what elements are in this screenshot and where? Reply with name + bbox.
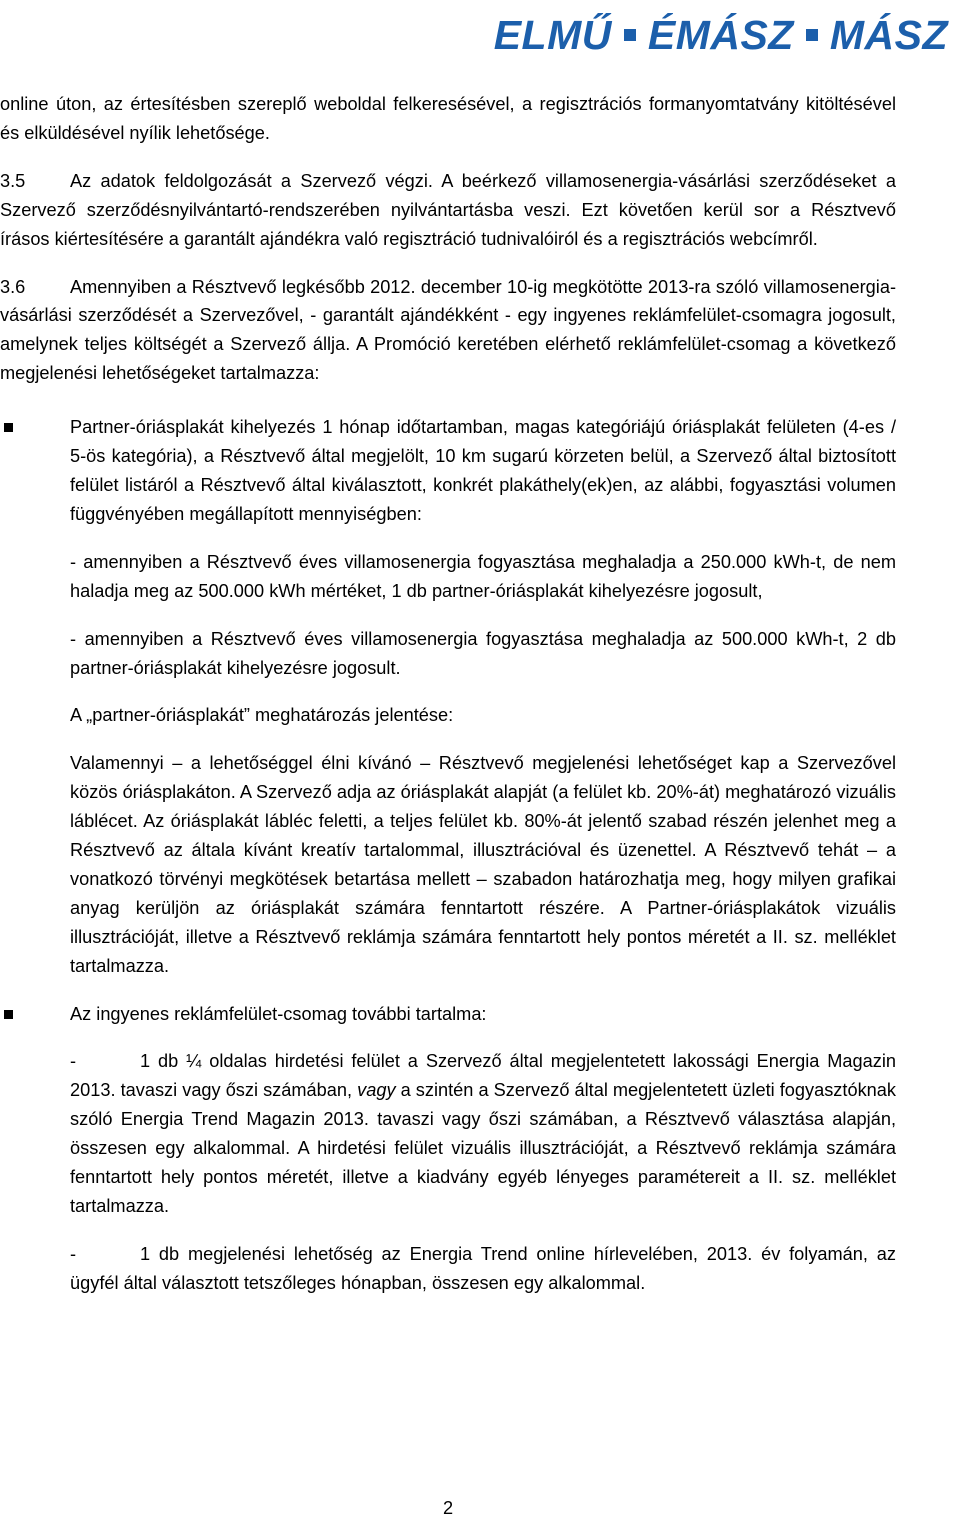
continued-paragraph: online úton, az értesítésben szereplő weboldal felkeresésével, a regisztrációs formanyomtatvány kitöltésével és elküldésével nyílik lehetősége.: [0, 94, 896, 143]
square-bullet-icon: [4, 1010, 13, 1019]
definition-text: Valamennyi – a lehetőséggel élni kívánó – Résztvevő megjelenési lehetőséget kap a Szervezővel közös óriásplakáton. A Szervező adja az óriásplakát alapját (a felület kb. 20%-át) meghatározó vizuális láblécet. Az óriásplakát lábléc feletti, a teljes felület kb. 80%-át jelentő szabad részén jelenhet meg a Résztvevő az általa kívánt kreatív tartalommal, illusztrációval és üzenettel. A Résztvevő tehát – a vonatkozó törvényi megkötések betartása mellett – szabadon határozhatja meg, hogy milyen grafikai anyag kerüljön az óriásplakát számára fenntartott részére. A Partner-óriásplakátok vizuális illusztrációját, illetve a Résztvevő reklámja számára fenntartott hely pontos méretét a II. sz. melléklet tartalmazza.: [70, 753, 896, 976]
company-logo: [494, 10, 948, 60]
logo-emasz: ÉMÁSZ: [647, 12, 794, 58]
section-text: Az adatok feldolgozását a Szervező végzi. A beérkező villamosenergia-vásárlási szerződéseket a Szervező szerződésnyilvántartó-rendszerében nyilvántartásba veszi. Ezt követően kerül sor a Résztvevő írásos kiértesítésére a garantált ajándékra való regisztráció tudnivalóiról és a regisztrációs webcímről.: [0, 170, 896, 249]
bullet-item-package: [0, 1000, 896, 1298]
dash-marker: -: [70, 1243, 77, 1264]
logo-separator: [624, 29, 636, 41]
document-body: [0, 90, 896, 1298]
dash-item: - amennyiben a Résztvevő éves villamosenergia fogyasztása meghaladja a 250.000 kWh-t, de nem haladja meg az 500.000 kWh mértéket, 1 db partner-óriásplakát kihelyezésre jogosult,: [70, 551, 896, 601]
section-3-5: [0, 167, 896, 254]
definition-heading: A „partner-óriásplakát” meghatározás jelentése:: [70, 705, 454, 726]
dash-item-newsletter: [70, 1240, 896, 1298]
section-number: 3.5: [0, 170, 26, 191]
dash-text: 1 db ¼ oldalas hirdetési felület a Szervező által megjelentetett lakossági Energia Magazin 2013. tavaszi vagy őszi számában,: [70, 1051, 896, 1101]
dash-item-magazine: [70, 1047, 896, 1220]
logo-masz: MÁSZ: [829, 12, 948, 58]
section-text: Amennyiben a Résztvevő legkésőbb 2012. december 10-ig megkötötte 2013-ra szóló villamosenergia-vásárlási szerződését a Szervezővel, - garantált ajándékként - egy ingyenes reklámfelület-csomagra jogosult, amelynek teljes költségét a Szervező állja. A Promóció keretében elérhető reklámfelület-csomag a következő megjelenési lehetőségeket tartalmazza:: [0, 276, 896, 384]
section-number: 3.6: [0, 276, 26, 297]
dash-item: - amennyiben a Résztvevő éves villamosenergia fogyasztása meghaladja az 500.000 kWh-t, 2 db partner-óriásplakát kihelyezésre jogosult.: [70, 628, 896, 678]
page-number: 2: [442, 1498, 454, 1518]
dash-marker: -: [70, 1051, 77, 1072]
logo-separator: [806, 29, 818, 41]
bullet-text: Partner-óriásplakát kihelyezés 1 hónap időtartamban, magas kategóriájú óriásplakát felületen (4-es / 5-ös kategória), a Résztvevő által megjelölt, 10 km sugarú körzeten belül, a Szervező által biztosított felület listáról a Résztvevő által kiválasztott, konkrét plakáthely(ek)en, az alábbi, fogyasztási volumen függvényében megállapított mennyiségben:: [70, 417, 896, 524]
dash-text: 1 db megjelenési lehetőség az Energia Trend online hírlevelében, 2013. év folyamán, az ügyfél által választott tetszőleges hónapban, összesen egy alkalommal.: [70, 1243, 896, 1293]
dash-text: a szintén a Szervező által megjelentetett üzleti fogyasztóknak szóló Energia Trend Magazin 2013. tavaszi vagy őszi számában, a Résztvevő választása alapján, összesen egy alkalommal. A hirdetési felület vizuális illusztrációját, a Résztvevő reklámja számára fenntartott hely pontos méretét, illetve a kiadvány egyéb lényeges paramétereit a II. sz. melléklet tartalmazza.: [70, 1080, 896, 1216]
section-3-6: [0, 273, 896, 389]
bullet-item-billboard: [0, 413, 896, 980]
bullet-text: Az ingyenes reklámfelület-csomag további tartalma:: [70, 1003, 487, 1024]
emphasis: vagy: [357, 1080, 396, 1101]
logo-elmu: ELMŰ: [493, 12, 612, 58]
square-bullet-icon: [4, 423, 13, 432]
